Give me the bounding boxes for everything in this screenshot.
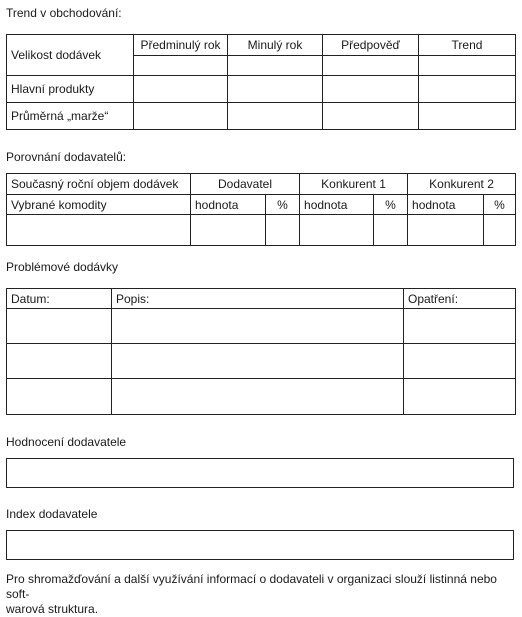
problems-col-header: Popis:: [112, 289, 404, 309]
problems-col-header: Datum:: [7, 289, 112, 309]
trend-row-header: Velikost dodávek: [7, 35, 134, 76]
section-title-rating: Hodnocení dodavatele: [6, 435, 127, 449]
trend-col-header: Předminulý rok: [134, 35, 228, 56]
comparison-sub-header: %: [266, 195, 300, 215]
problems-cell[interactable]: [112, 344, 404, 379]
trend-cell[interactable]: [134, 56, 228, 76]
comparison-header-line2: Vybrané komodity: [7, 195, 191, 215]
problems-cell[interactable]: [7, 309, 112, 344]
comparison-cell[interactable]: [374, 215, 408, 246]
comparison-cell[interactable]: [300, 215, 374, 246]
trend-cell[interactable]: [228, 103, 323, 130]
comparison-header-line1: Současný roční objem dodávek: [7, 174, 191, 195]
problems-cell[interactable]: [112, 379, 404, 415]
trend-cell[interactable]: [323, 76, 419, 103]
problems-cell[interactable]: [404, 379, 516, 415]
trend-cell[interactable]: [134, 103, 228, 130]
trend-cell[interactable]: [419, 103, 516, 130]
comparison-sub-header: %: [374, 195, 408, 215]
problems-cell[interactable]: [404, 344, 516, 379]
trend-cell[interactable]: [323, 56, 419, 76]
problems-cell[interactable]: [112, 309, 404, 344]
comparison-sub-header: hodnota: [300, 195, 374, 215]
comparison-cell[interactable]: [7, 215, 191, 246]
problems-cell[interactable]: [7, 379, 112, 415]
trend-cell[interactable]: [419, 56, 516, 76]
index-field[interactable]: [6, 530, 514, 560]
trend-col-header: Minulý rok: [228, 35, 323, 56]
trend-row-label: Hlavní produkty: [7, 76, 134, 103]
comparison-cell[interactable]: [266, 215, 300, 246]
problems-cell[interactable]: [7, 344, 112, 379]
comparison-group-header: Konkurent 1: [300, 174, 408, 195]
trend-cell[interactable]: [134, 76, 228, 103]
comparison-group-header: Konkurent 2: [408, 174, 516, 195]
section-title-comparison: Porovnání dodavatelů:: [6, 150, 127, 164]
problems-col-header: Opatření:: [404, 289, 516, 309]
problems-cell[interactable]: [404, 309, 516, 344]
trend-cell[interactable]: [228, 76, 323, 103]
comparison-cell[interactable]: [484, 215, 516, 246]
trend-table: [6, 34, 516, 130]
footer-note: Pro shromažďování a další využívání informací o dodavateli v organizaci slouží listinná nebo soft- warová struktura.: [6, 572, 497, 616]
comparison-group-header: Dodavatel: [191, 174, 300, 195]
section-title-index: Index dodavatele: [6, 507, 98, 521]
trend-col-header: Předpověď: [323, 35, 419, 56]
comparison-sub-header: hodnota: [191, 195, 266, 215]
comparison-sub-header: hodnota: [408, 195, 484, 215]
trend-col-header: Trend: [419, 35, 516, 56]
problems-table: [6, 288, 516, 415]
rating-field[interactable]: [6, 458, 514, 488]
trend-cell[interactable]: [419, 76, 516, 103]
section-title-trend: Trend v obchodování:: [6, 6, 122, 20]
comparison-cell[interactable]: [408, 215, 484, 246]
comparison-table: [6, 173, 516, 246]
trend-cell[interactable]: [323, 103, 419, 130]
section-title-problems: Problémové dodávky: [6, 260, 119, 274]
trend-cell[interactable]: [228, 56, 323, 76]
comparison-sub-header: %: [484, 195, 516, 215]
trend-row-label: Průměrná „marže“: [7, 103, 134, 130]
comparison-cell[interactable]: [191, 215, 266, 246]
